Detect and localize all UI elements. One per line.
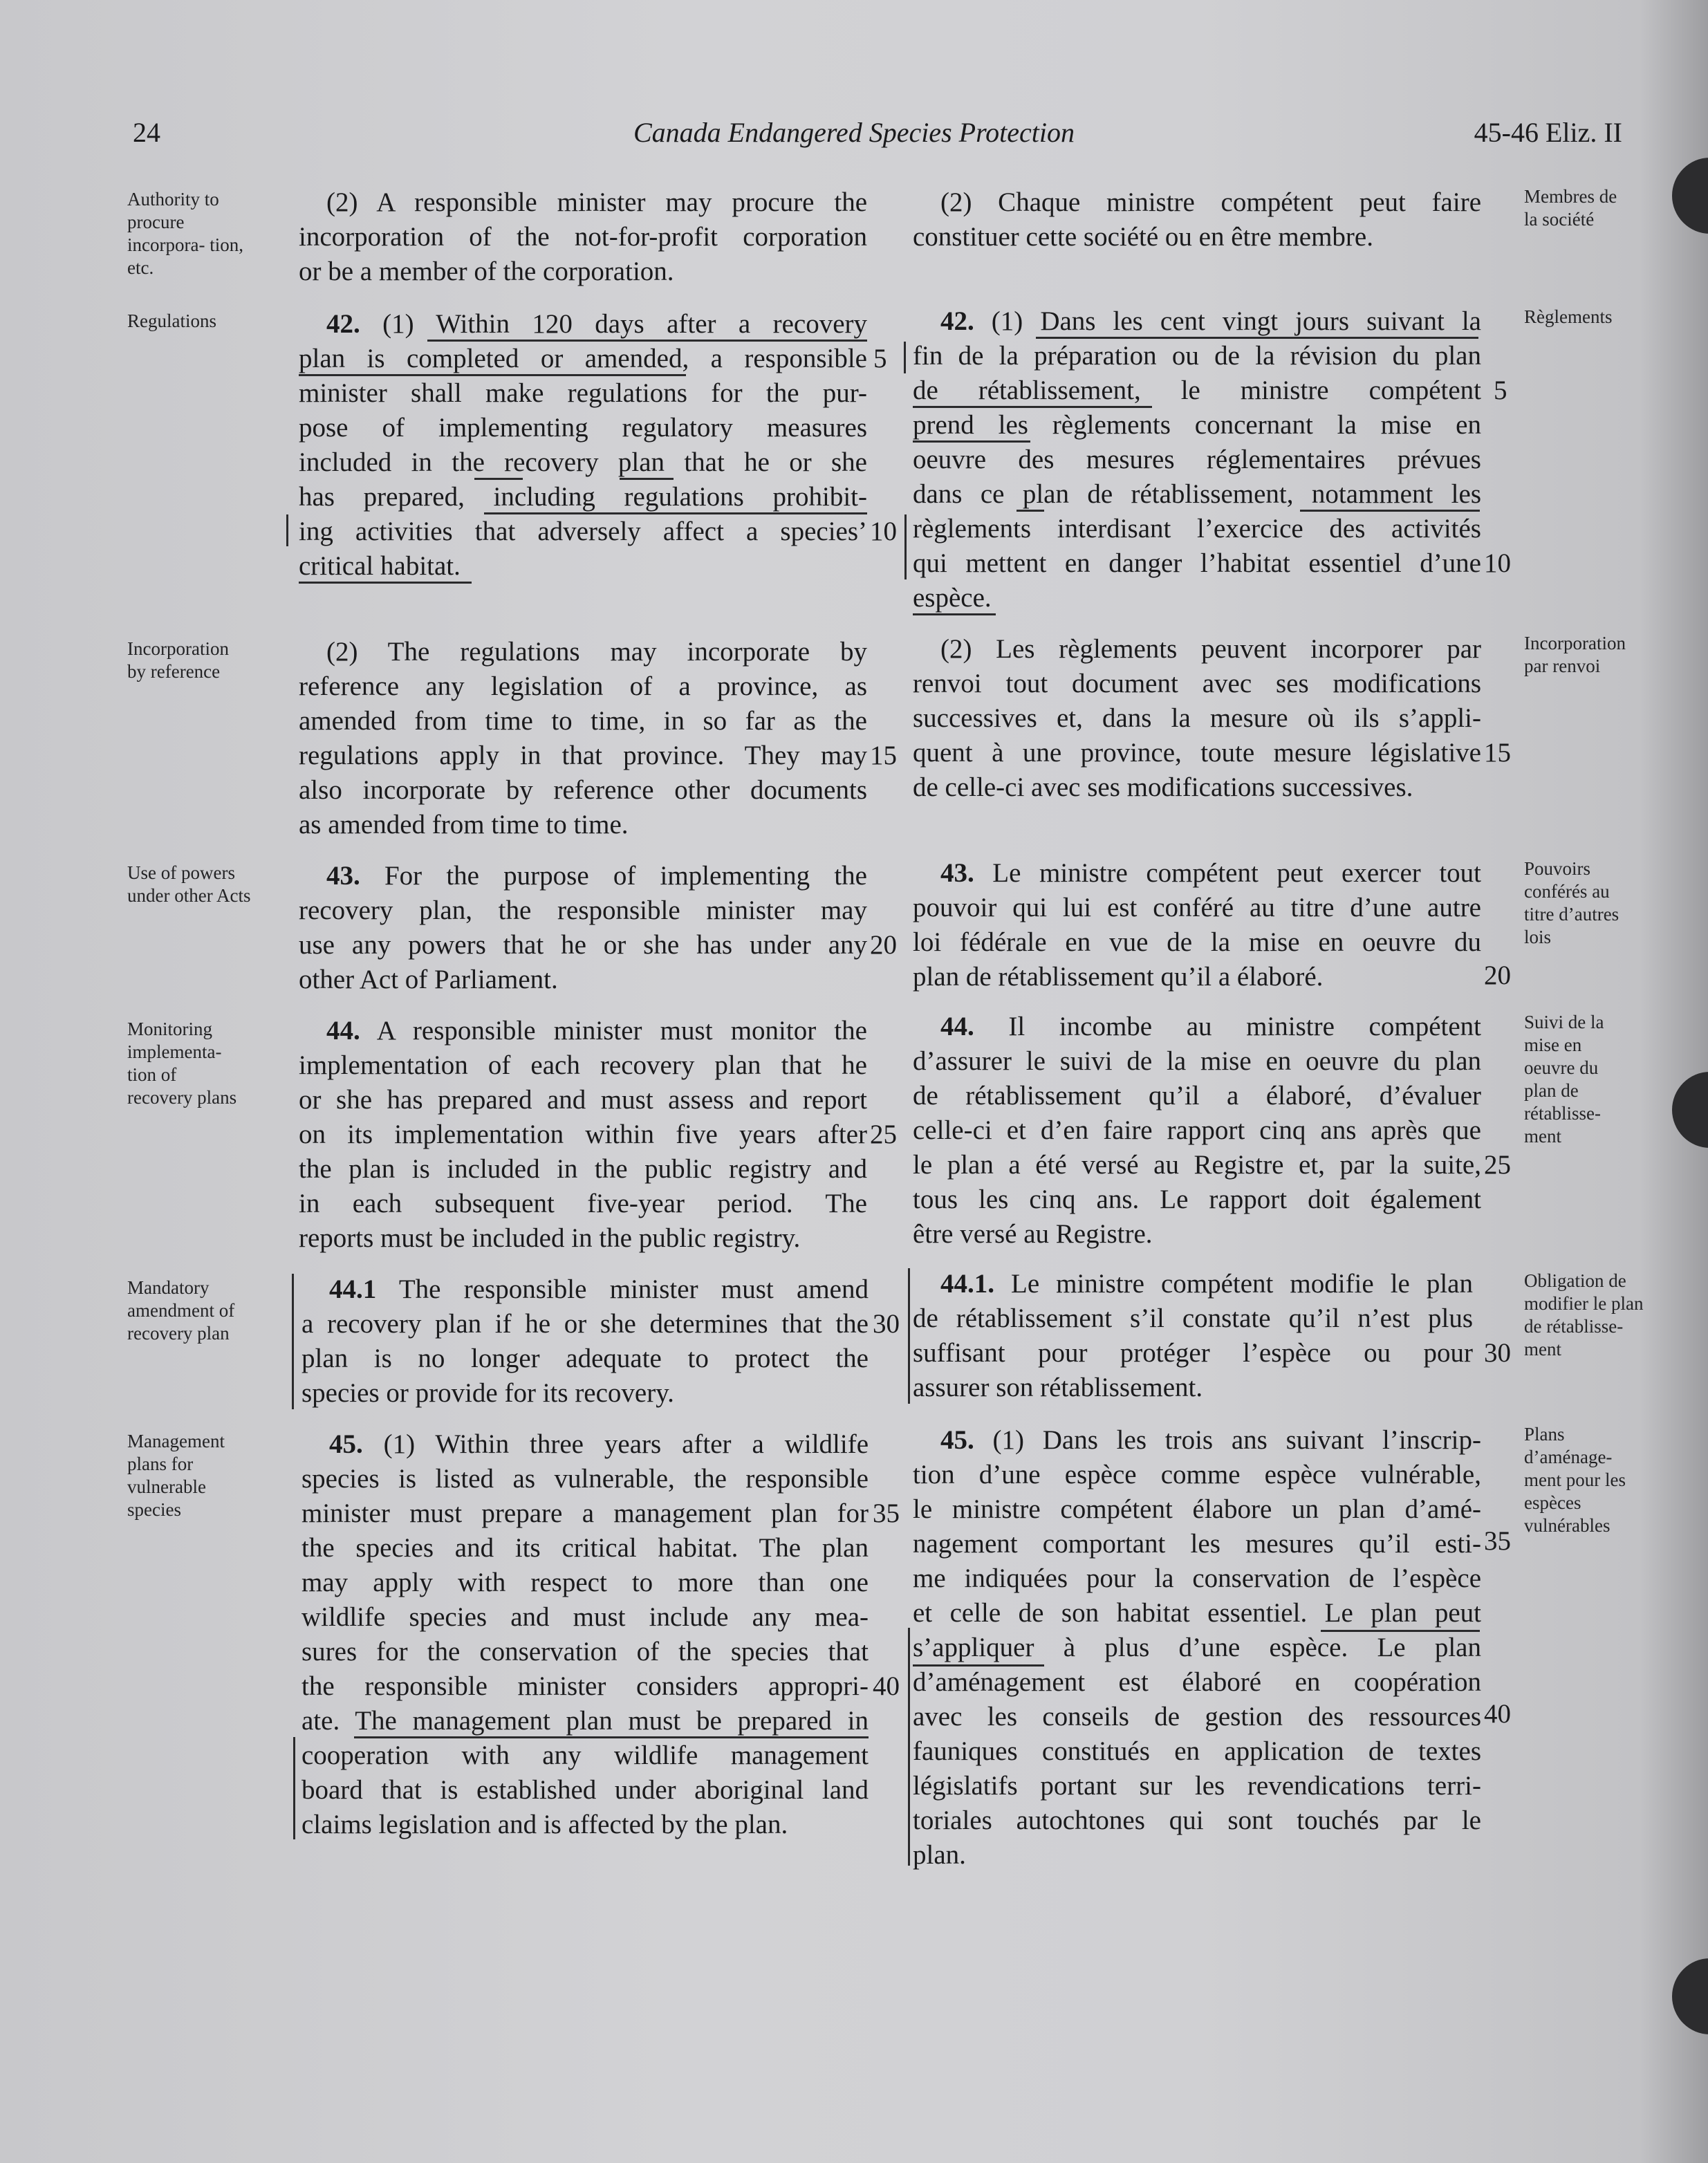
underline (620, 478, 674, 480)
underline (484, 512, 867, 514)
revision-bar (292, 1274, 294, 1409)
page-number: 24 (133, 117, 160, 148)
en-section-44-1: 44.1 The responsible minister must amend a recovery plan if he or she determines that the plan is no longer adequate to protect the species or provide for its recovery. (301, 1274, 869, 1408)
fr-section-41-2: (2) Chaque ministre compétent peut faire constituer cette société ou en être membre. (913, 187, 1481, 252)
en-section-41-2: (2) A responsible minister may procure the incorporation of the not-for-profit corporation or be a member of the corporation. (299, 187, 867, 286)
line-number: 15 (1484, 738, 1511, 768)
line-number: 40 (1484, 1699, 1511, 1729)
section-number: 44.1 (329, 1274, 377, 1304)
underline (913, 406, 1152, 408)
line-number: 35 (873, 1498, 900, 1528)
underline (1017, 510, 1044, 512)
line-number: 10 (870, 517, 897, 546)
line-number: 5 (1494, 375, 1507, 405)
revision-bar (904, 514, 907, 579)
margin-note-use-of-powers: Use of powers under other Acts (127, 862, 251, 906)
line-number: 20 (1484, 960, 1511, 990)
margin-note-regulations: Regulations (127, 310, 216, 331)
underline (299, 582, 472, 584)
revision-bar (904, 342, 906, 373)
section-number: 44.1. (940, 1269, 994, 1299)
underline (299, 374, 686, 376)
revision-bar (293, 1737, 295, 1839)
section-number: 43. (326, 861, 360, 891)
en-section-43: 43. For the purpose of implementing the recovery plan, the responsible minister may use any powers that he or she has under any other Act of Parliament. (299, 861, 867, 994)
section-number: 42. (940, 306, 974, 336)
binder-ring (1672, 158, 1708, 234)
margin-note-authority: Authority to procure incorpora- tion, etc. (127, 189, 243, 278)
margin-note-plans-amenagement: Plans d’aménage- ment pour les espèces vulnérables (1524, 1424, 1626, 1536)
underline (913, 440, 1030, 443)
revision-bar (286, 514, 288, 546)
fr-section-45-1: 45. (1) Dans les trois ans suivant l’inscrip- tion d’une espèce comme espèce vulnérable, le ministre compétent élabore un plan d’amé- nagement comportant les mesures qu’il esti- me indiquées pour la conservation de l’espèce et celle de son habitat essentiel. Le plan peut s’appliquer à plus d’une espèce. Le plan d’aménagement est élaboré en coopération avec les conseils de gestion des ressources fauniques constitués en application de textes législatifs portant sur les revendications terri- toriales autochtones qui sont touchés par le plan. (913, 1425, 1481, 1870)
revision-bar (908, 1628, 910, 1866)
binder-ring (1672, 1958, 1708, 2034)
underline (913, 613, 996, 615)
margin-note-monitoring: Monitoring implementa- tion of recovery plans (127, 1019, 237, 1108)
underline (354, 1736, 869, 1738)
underline (913, 1664, 1044, 1667)
en-section-42-2: (2) The regulations may incorporate by reference any legislation of a province, as amended from time to time, in so far as the regulations apply in that province. They may also incorporate by reference other documents as amended from time to time. (299, 637, 867, 839)
binder-ring (1672, 1072, 1708, 1148)
fr-section-42-2: (2) Les règlements peuvent incorporer par renvoi tout document avec ses modifications successives et, dans la mesure où ils s’appli- quent à une province, toute mesure législative de celle-ci avec ses modifications successives. (913, 634, 1481, 802)
section-number: 42. (326, 309, 360, 339)
line-number: 10 (1484, 548, 1511, 578)
line-number: 35 (1484, 1526, 1511, 1556)
en-section-42-1: 42. (1) Within 120 days after a recovery plan is completed or amended, a responsible minister shall make regulations for the pur- pose of implementing regulatory measures included in the recovery plan that he or she has prepared, including regulations prohibit- ing activities that adversely affect a species’ critical habitat. (299, 309, 867, 581)
section-number: 43. (940, 858, 974, 888)
line-number: 15 (870, 741, 897, 770)
underline (1036, 337, 1478, 339)
margin-note-incorporation: Incorporation by reference (127, 638, 229, 682)
line-number: 5 (873, 344, 887, 373)
underline (1300, 510, 1480, 512)
line-number: 25 (870, 1120, 897, 1149)
section-number: 44. (326, 1016, 360, 1046)
line-number: 20 (870, 930, 897, 960)
section-number: 44. (940, 1012, 974, 1041)
line-number: 30 (873, 1309, 900, 1339)
line-number: 30 (1484, 1338, 1511, 1368)
underline (474, 478, 523, 480)
line-number: 40 (873, 1671, 900, 1701)
en-section-45-1: 45. (1) Within three years after a wildlife species is listed as vulnerable, the responsible minister must prepare a management plan for the species and its critical habitat. The plan may apply with respect to more than one wildlife species and must include any mea- sures for the conservation of the species that the responsible minister considers appropri- ate. The management plan must be prepared in cooperation with any wildlife management board that is established under aboriginal land claims legislation and is affected by the plan. (301, 1429, 869, 1839)
en-section-44: 44. A responsible minister must monitor the implementation of each recovery plan that he or she has prepared and must assess and report on its implementation within five years after the plan is included in the public registry and in each subsequent five-year period. The reports must be included in the public registry. (299, 1016, 867, 1253)
revision-bar (908, 1268, 910, 1404)
margin-note-membres: Membres de la société (1524, 186, 1617, 230)
margin-note-obligation: Obligation de modifier le plan de rétablisse- ment (1524, 1270, 1644, 1359)
fr-section-44-1: 44.1. Le ministre compétent modifie le plan de rétablissement s’il constate qu’il n’est plus suffisant pour protéger l’espèce ou pour assurer son rétablissement. (913, 1269, 1473, 1402)
fr-section-44: 44. Il incombe au ministre compétent d’assurer le suivi de la mise en oeuvre du plan de rétablissement qu’il a élaboré, d’évaluer celle-ci et d’en faire rapport cinq ans après que le plan a été versé au Registre et, par la suite, tous les cinq ans. Le rapport doit également être versé au Registre. (913, 1012, 1481, 1249)
margin-note-mandatory-amendment: Mandatory amendment of recovery plan (127, 1277, 235, 1344)
underline (427, 340, 867, 342)
section-number: 45. (329, 1429, 363, 1459)
margin-note-pouvoirs: Pouvoirs conférés au titre d’autres lois (1524, 858, 1619, 947)
margin-note-reglements: Règlements (1524, 306, 1613, 327)
line-number: 25 (1484, 1150, 1511, 1180)
underline (1321, 1630, 1480, 1632)
running-title: Canada Endangered Species Protection (633, 117, 1075, 148)
fr-section-43: 43. Le ministre compétent peut exercer tout pouvoir qui lui est conféré au titre d’une autre loi fédérale en vue de la mise en oeuvre du plan de rétablissement qu’il a élaboré. (913, 858, 1481, 992)
margin-note-management-plans: Management plans for vulnerable species (127, 1431, 225, 1520)
section-number: 45. (940, 1425, 974, 1455)
regnal-year: 45-46 Eliz. II (1474, 117, 1622, 148)
fr-section-42-1: 42. (1) Dans les cent vingt jours suivant la fin de la préparation ou de la révision du plan de rétablissement, le ministre compétent prend les règlements concernant la mise en oeuvre des mesures réglementaires prévues dans ce plan de rétablissement, notamment les règlements interdisant l’exercice des activités qui mettent en danger l’habitat essentiel d’une espèce. (913, 306, 1481, 613)
margin-note-suivi: Suivi de la mise en oeuvre du plan de rétablisse- ment (1524, 1012, 1604, 1147)
margin-note-incorporation-renvoi: Incorporation par renvoi (1524, 633, 1626, 676)
